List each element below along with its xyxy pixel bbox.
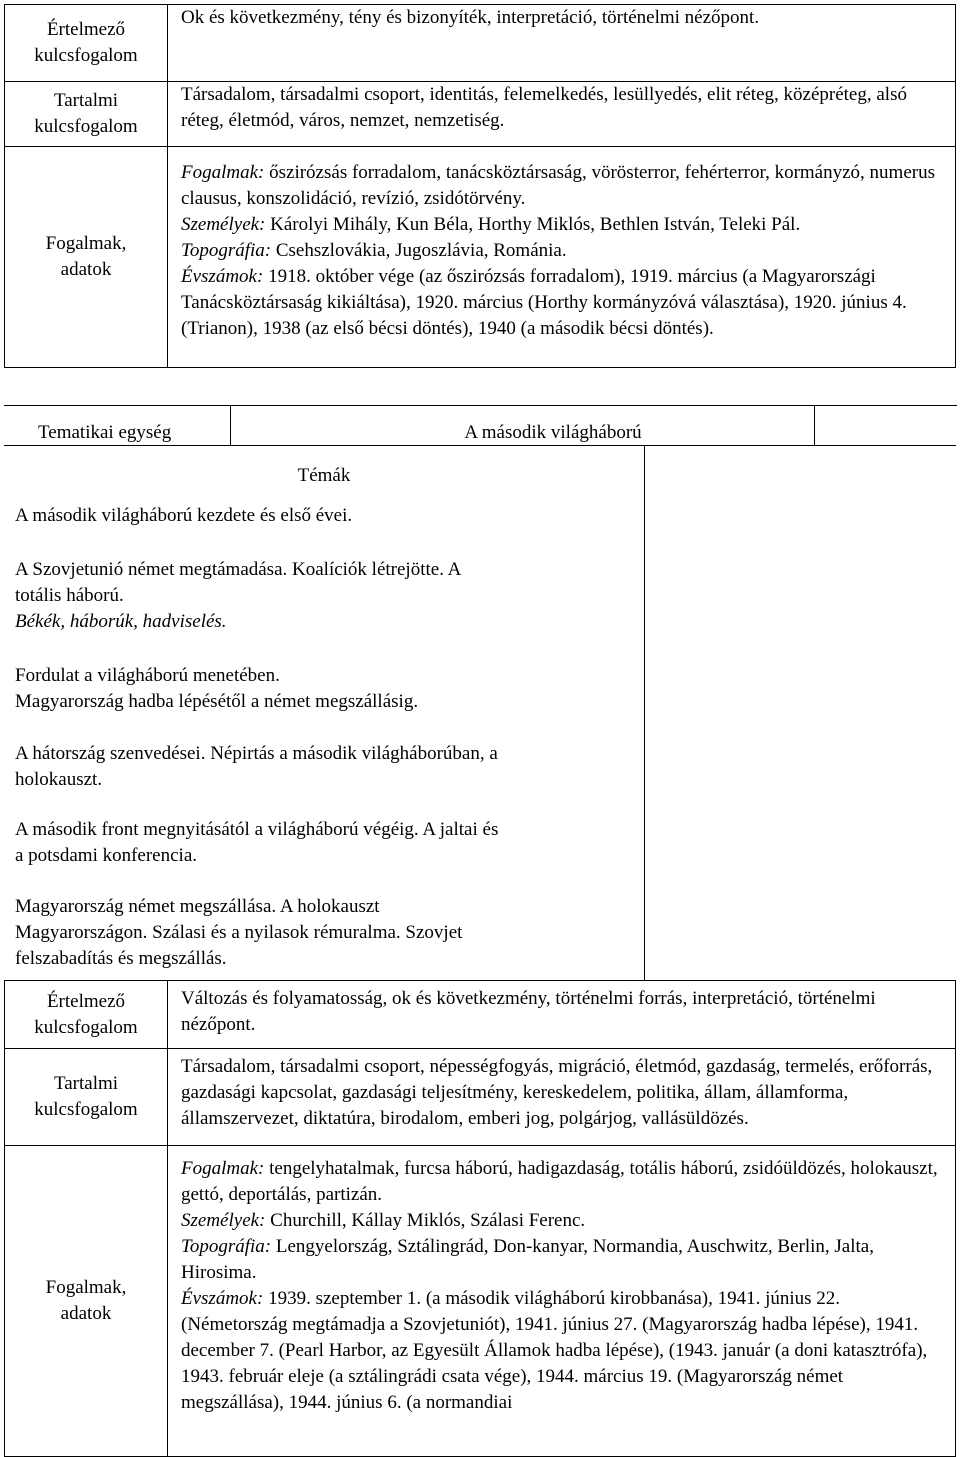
row-label [5,5,168,82]
table-row [5,147,956,368]
dates-entry [181,264,945,342]
entry-value: Károlyi Mihály, Kun Béla, Horthy Miklós, Bethlen István, Teleki Pál. [265,214,801,235]
topic-line: Magyarország hadba lépésétől a német megszállásig. [15,691,419,712]
label-line: kulcsfogalom [34,116,138,137]
entry-key: Évszámok: [181,1288,264,1309]
entry-key: Fogalmak: [181,1158,265,1179]
topic-line: holokauszt. [15,769,103,790]
row-text: Ok és következmény, tény és bizonyíték, interpretáció, történelmi nézőpont. [181,7,760,28]
topics-header: Témák [297,465,351,486]
entry-value: őszirózsás forradalom, tanácsköztársaság, vörösterror, fehérterror, kormányzó, numerus clausus, konszolidáció, revízió, zsidótörvény. [181,162,935,209]
unit-label: Tematikai egység [38,422,172,443]
entry-key: Évszámok: [181,266,264,287]
row-label [5,981,168,1049]
topic-line: A második világháború kezdete és első évei. [15,505,353,526]
table-row [5,1146,956,1457]
row-text: Változás és folyamatosság, ok és következmény, történelmi forrás, interpretáció, történelmi nézőpont. [181,988,876,1035]
topic-line: A második front megnyitásától a világháború végéig. A jaltai és [15,819,499,840]
topic-line: totális háború. [15,585,124,606]
row-label [5,1146,168,1457]
list-item [15,741,615,793]
topic-line: Magyarország német megszállása. A holokauszt [15,896,380,917]
entry-value: tengelyhatalmak, furcsa háború, hadigazdaság, totális háború, zsidóüldözés, holokauszt, gettó, deportálás, partizán. [181,1158,938,1205]
label-line: Fogalmak, [45,233,127,254]
row-value [168,5,956,82]
label-line: Tartalmi [53,90,119,111]
table-row [5,981,956,1049]
label-line: Fogalmak, [45,1277,127,1298]
topic-line: a potsdami konferencia. [15,845,198,866]
topic-line: A Szovjetunió német megtámadása. Koalíciók létrejötte. A [15,559,462,580]
list-item [15,663,615,715]
entry-value: Lengyelország, Sztálingrád, Don-kanyar, Normandia, Auschwitz, Berlin, Jalta, Hirosima. [181,1236,874,1283]
row-text: Társadalom, társadalmi csoport, népességfogyás, migráció, életmód, gazdaság, termelés, erőforrás, gazdasági kapcsolat, gazdasági teljesítmény, kereskedelem, politika, állam, államforma, államszervezet, diktatúra, birodalom, emberi jog, polgárjog, vallásüldözés. [181,1056,933,1129]
key-concepts-table-2 [4,980,956,1457]
entry-value: 1939. szeptember 1. (a második világháború kirobbanása), 1941. június 22. (Németország megtámadja a Szovjetuniót), 1941. június 27. (Magyarország hadba lépése), 1941. december 7. (Pearl Harbor, az Egyesült Államok hadba lépése), (1943. január (a doni katasztrófa), 1943. február eleje (a sztálingrádi csata vége), 1944. március 19. (Magyarország német megszállása), 1944. június 6. (a normandiai [181,1288,928,1413]
persons-entry [181,212,945,238]
topography-entry [181,238,945,264]
concepts-entry [181,160,945,212]
entry-value: Churchill, Kállay Miklós, Szálasi Ferenc. [265,1210,586,1231]
topics-header-row [4,445,956,496]
persons-entry [181,1208,945,1234]
table-row [5,5,956,82]
topic-line: Magyarországon. Szálasi és a nyilasok rémuralma. Szovjet [15,922,463,943]
thematic-unit [4,405,956,980]
concepts-entry [181,1156,945,1208]
row-text: Társadalom, társadalmi csoport, identitás, felemelkedés, lesüllyedés, elit réteg, középréteg, alsó réteg, életmód, város, nemzet, nemzetiség. [181,84,907,131]
dates-entry [181,1286,945,1416]
label-line: adatok [60,1303,112,1324]
unit-title: A második világháború [464,422,642,443]
topics-list [4,495,645,980]
key-concepts-table-1 [4,4,956,368]
row-value [168,147,956,368]
row-label [5,1049,168,1146]
row-label [5,82,168,147]
entry-key: Fogalmak: [181,162,265,183]
entry-key: Topográfia: [181,240,272,261]
list-item [15,817,615,869]
label-line: Tartalmi [53,1073,119,1094]
row-label [5,147,168,368]
entry-key: Topográfia: [181,1236,272,1257]
row-value [168,1049,956,1146]
entry-value: Csehszlovákia, Jugoszlávia, Románia. [271,240,567,261]
topic-line: A hátország szenvedései. Népirtás a második világháborúban, a [15,743,498,764]
label-line: kulcsfogalom [34,45,138,66]
topography-entry [181,1234,945,1286]
unit-title-cell [230,405,815,446]
row-value [168,981,956,1049]
label-line: kulcsfogalom [34,1099,138,1120]
label-line: Értelmező [46,19,126,40]
label-line: adatok [60,259,112,280]
list-item [15,894,615,972]
topic-line: felszabadítás és megszállás. [15,948,227,969]
entry-value: 1918. október vége (az őszirózsás forradalom), 1919. március (a Magyarországi Tanácsköztársaság kikiáltása), 1920. március (Horthy kormányzóvá választása), 1920. június 4. (Trianon), 1938 (az első bécsi döntés), 1940 (a második bécsi döntés). [181,266,907,339]
table-row [5,1049,956,1146]
unit-extra-cell [814,405,957,446]
list-item [15,557,615,635]
label-line: kulcsfogalom [34,1016,138,1038]
topic-italic-line: Békék, háborúk, hadviselés. [15,611,227,632]
topics-header-cell [4,446,645,496]
row-value [168,82,956,147]
entry-key: Személyek: [181,214,266,235]
table-row [5,82,956,147]
label-line: Értelmező [46,990,126,1012]
topic-line: Fordulat a világháború menetében. [15,665,280,686]
unit-label-cell [4,405,230,446]
entry-key: Személyek: [181,1210,266,1231]
list-item [15,503,615,529]
row-value [168,1146,956,1457]
